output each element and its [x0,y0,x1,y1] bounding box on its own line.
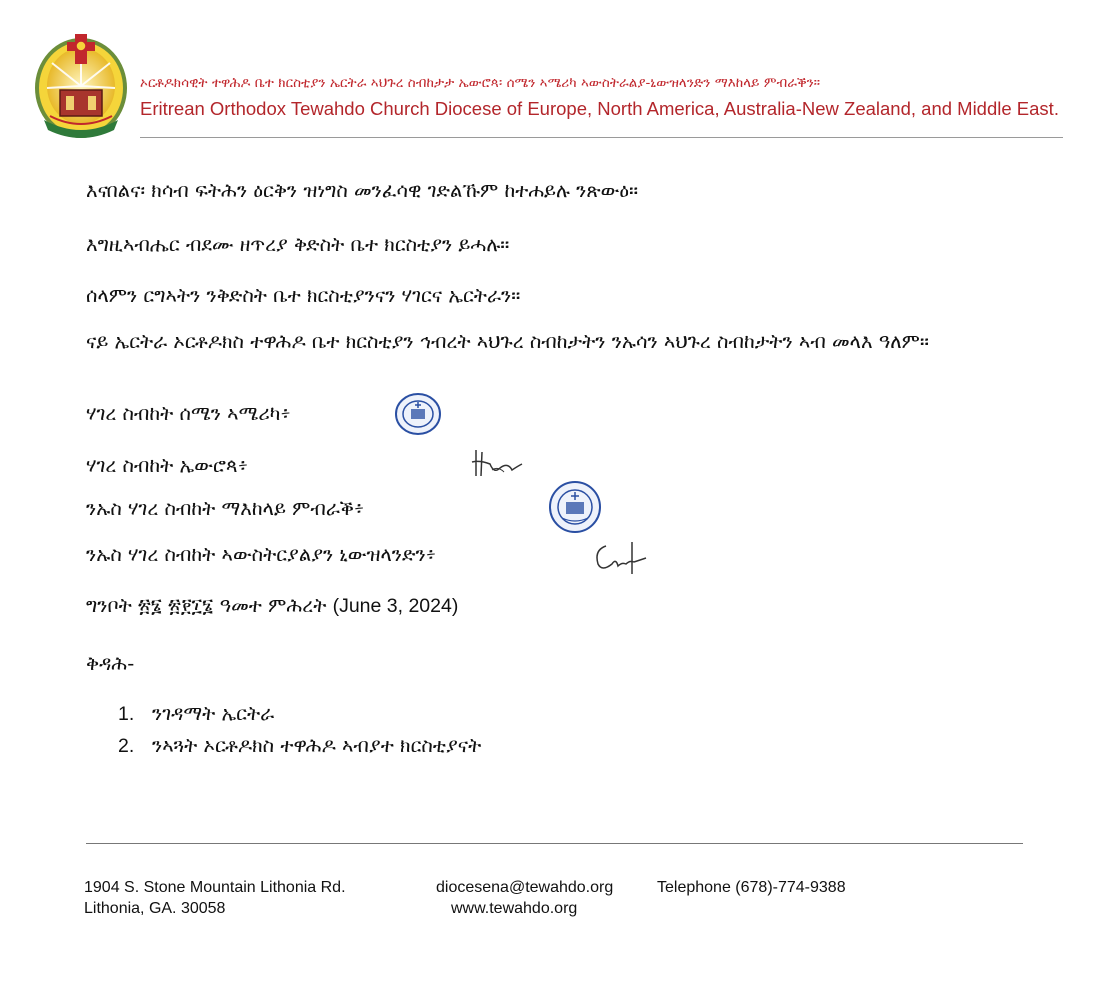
date-year: ፳፻፲፮ [168,594,214,617]
footer-divider [86,843,1023,844]
diocese-seal-icon [548,480,602,538]
date-month: ግንቦት [86,594,132,617]
signatory-north-america: ሃገረ ስብከት ሰሜን ኣሜሪካ፥ [86,402,291,425]
cc-label: ቅዳሕ- [86,652,135,675]
header-title-tigrinya: ኦርቶዶክሳዊት ተዋሕዶ ቤተ ክርስቲያን ኤርትራ ኣህጉረ ስብከታታ ኤውሮጳ፡ ሰሜን ኣሜሪካ ኣውስትራልያ-ኒውዝላንድን ማእከላይ ምብራቕን። [140,76,821,91]
list-item [118,734,481,758]
list-number: 2. [118,735,135,757]
footer-email[interactable]: diocesena@tewahdo.org [436,879,614,896]
footer-address-line2: Lithonia, GA. 30058 [84,900,226,917]
paragraph-3: ሰላምን ርግኣትን ንቅድስት ቤተ ክርስቲያንናን ሃገርና ኤርትራን። [86,284,521,307]
signature-icon [592,536,650,582]
paragraph-2: እግዚኣብሔር ብደሙ ዘጥረያ ቅድስት ቤተ ክርስቲያን ይሓሉ። [86,233,510,256]
signatory-australia-nz: ንኡስ ሃገረ ስብከት ኣውስትርያልያን ኒውዝላንድን፥ [86,543,436,566]
header-title-english: Eritrean Orthodox Tewahdo Church Diocese of Europe, North America, Australia-New Zealand, and Middle East. [140,98,1059,119]
signature-icon [468,446,526,484]
paragraph-1: እናበልና፡ ክሳብ ፍትሕን ዕርቅን ዝነግስ መንፈሳዊ ገድልኹም ከተሐይሉ ንጽውዕ። [86,179,639,202]
footer-address-line1: 1904 S. Stone Mountain Lithonia Rd. [84,879,346,896]
list-item [118,702,274,726]
date-day: ፳፮ [138,594,163,617]
date-english: (June 3, 2024) [332,595,459,617]
list-number: 1. [118,703,135,725]
footer-website[interactable]: www.tewahdo.org [451,900,578,917]
letter-date [86,596,458,617]
signatory-europe: ሃገረ ስብከት ኤውሮጳ፥ [86,454,249,477]
diocese-seal-icon [394,392,442,440]
list-text: ንገዳማት ኤርትራ [152,702,275,725]
footer-telephone: Telephone (678)-774-9388 [657,879,846,896]
signatory-middle-east: ንኡስ ሃገረ ስብከት ማእከላይ ምብራቕ፥ [86,497,365,520]
list-text: ንኣጓት ኦርቶዶክስ ተዋሕዶ ኣብያተ ክርስቲያናት [152,734,482,757]
paragraph-4: ናይ ኤርትራ ኦርቶዶክስ ተዋሕዶ ቤተ ክርስቲያን ኅብረት ኣህጉረ ስብከታትን ንኡሳን ኣህጉረ ስብከታትን ኣብ መላእ ዓለም። [86,330,929,353]
church-emblem-icon [30,28,132,140]
date-era: ዓመተ ምሕረት [219,594,327,617]
header-divider [140,137,1063,138]
